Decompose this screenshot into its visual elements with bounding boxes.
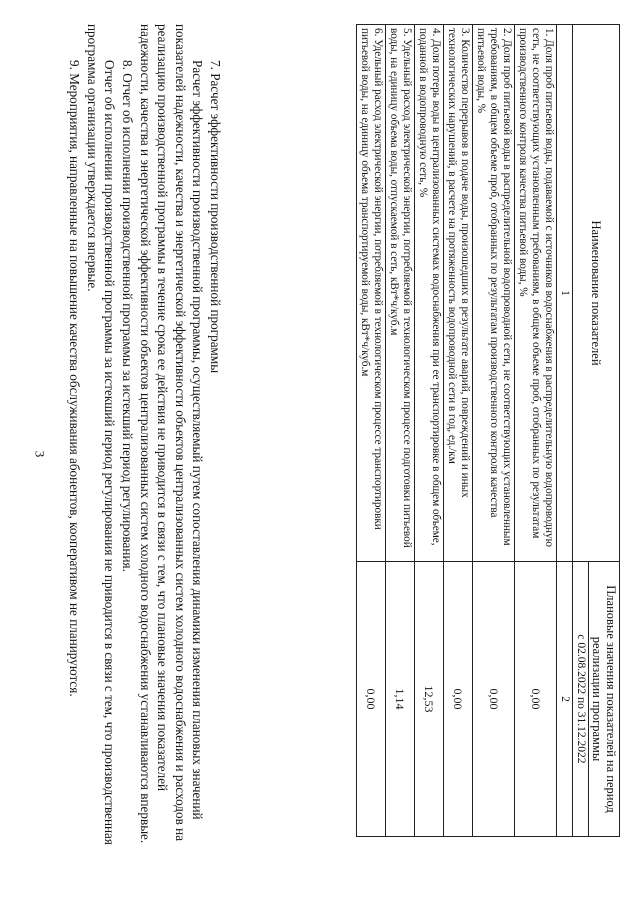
section-9-title: 9. Мероприятия, направленные на повышение качества обслуживания абонентов, кооперативом не планируются. bbox=[67, 60, 83, 697]
indicators-table bbox=[356, 24, 620, 837]
table-row bbox=[444, 25, 473, 837]
indicator-name: 2. Доля проб питьевой воды в распределительной водопроводной сети, не соответствующих установленным требованиям, в общем объеме проб, отобранных по результатам производственного контроля качества питьевой воды, % bbox=[473, 25, 515, 562]
table-row bbox=[386, 25, 415, 837]
section-8-title: 8. Отчет об исполнении производственной программы за истекший период регулирования. bbox=[120, 60, 136, 572]
column-number: 1 bbox=[557, 25, 573, 562]
table-row bbox=[515, 25, 557, 837]
header-value: Плановые значения показателей на период реализации программы bbox=[589, 562, 620, 837]
indicator-name: 6. Удельный расход электрической энергии, потребляемой в технологическом процессе транспортировки питьевой воды, на единицу объема транспортируемой воды, кВт*ч/куб.м bbox=[357, 25, 386, 562]
indicator-value: 0,00 bbox=[473, 562, 515, 837]
indicator-name: 3. Количество перерывов в подаче воды, произошедших в результате аварий, повреждений и иных технологических нарушений, в расчете на протяженность водопроводной сети в год, ед./км bbox=[444, 25, 473, 562]
table-row bbox=[357, 25, 386, 837]
indicator-value: 0,00 bbox=[357, 562, 386, 837]
indicator-value: 0,00 bbox=[444, 562, 473, 837]
header-period: с 02.08.2022 по 31.12.2022 bbox=[573, 562, 589, 837]
indicator-name: 5. Удельный расход электрической энергии, потребляемой в технологическом процессе подготовки питьевой воды, на единицу объема воды, отпускаемой в сеть, кВт*ч/куб.м bbox=[386, 25, 415, 562]
section-8-text: Отчет об исполнении производственной программы за истекший период регулирования не приводится в связи с тем, что производственная программа организации утверждается впервые. bbox=[84, 24, 118, 845]
column-number: 2 bbox=[557, 562, 573, 837]
body-text bbox=[66, 24, 224, 864]
indicator-name: 4. Доля потерь воды в централизованных системах водоснабжения при ее транспортировке в общем объеме, поданной в водопроводную сеть, % bbox=[415, 25, 444, 562]
table-row bbox=[415, 25, 444, 837]
section-7-title: 7. Расчет эффективности производственной программы bbox=[208, 60, 223, 374]
indicator-name: 1. Доля проб питьевой воды, подаваемой с источников водоснабжения в распределительную водопроводную сеть, не соответствующих установленным требованиям, в общем объеме проб, отобранных по результатам производственного контроля качества питьевой воды, % bbox=[515, 25, 557, 562]
indicator-value: 12,53 bbox=[415, 562, 444, 837]
indicator-value: 0,00 bbox=[515, 562, 557, 837]
column-number-row bbox=[557, 25, 573, 837]
section-7-text: Расчет эффективности производственной программы, осуществляемый путем сопоставления динамики изменения плановых значений показателей надежности, качества и энергетической эффективности объектов централизованных систем холодного водоснабжения и расходов на реализацию производственной программы в течение срока ее действия не приводится в связи с тем, что плановые значения показателей надежности, качества и энергетической эффективности объектов централизованных систем холодного водоснабжения устанавливаются впервые. bbox=[137, 24, 206, 844]
page-number: 3 bbox=[32, 450, 48, 458]
rotated-page-content bbox=[30, 24, 620, 884]
indicator-value: 1,14 bbox=[386, 562, 415, 837]
table-row bbox=[473, 25, 515, 837]
header-name: Наименование показателей bbox=[573, 25, 620, 562]
